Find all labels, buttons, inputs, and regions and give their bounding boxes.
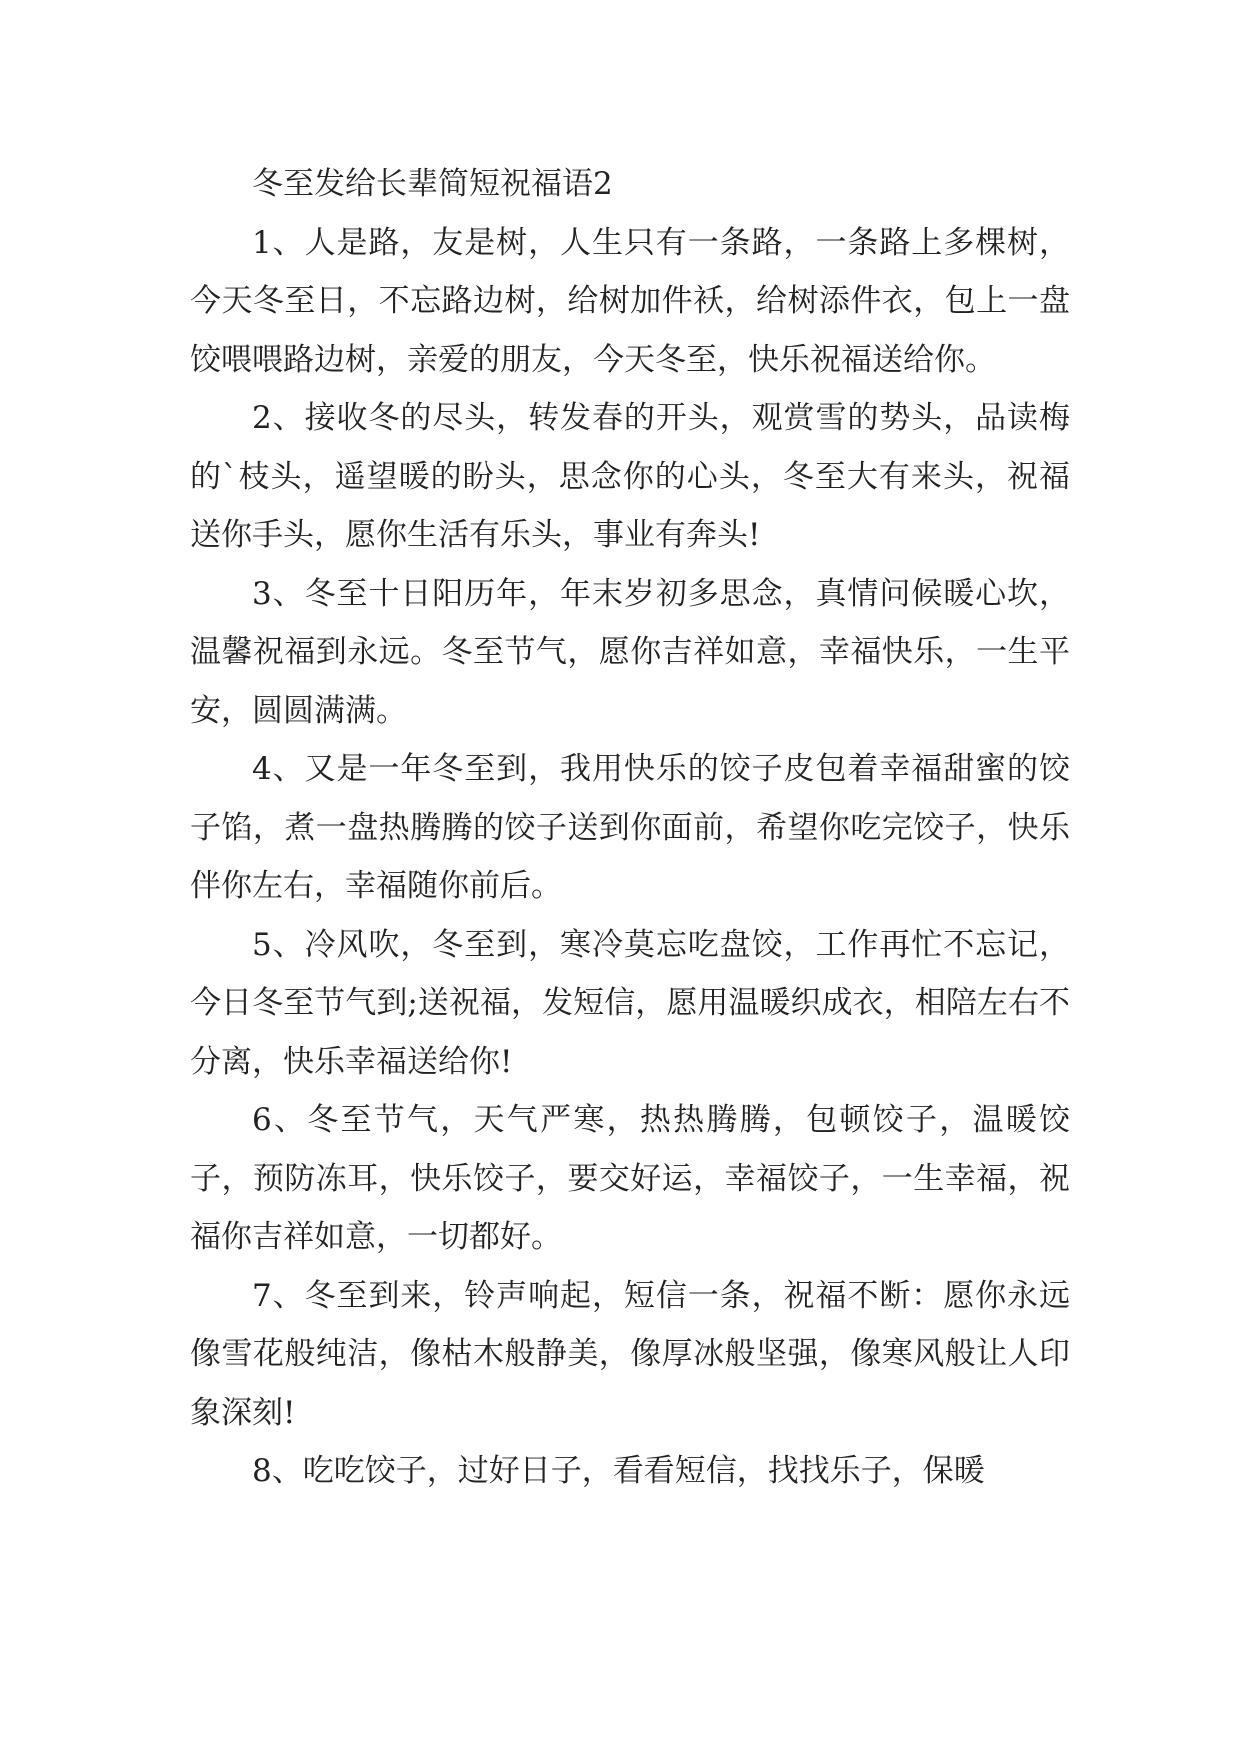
paragraph-5: 5、冷风吹，冬至到，寒冷莫忘吃盘饺，工作再忙不忘记，今日冬至节气到;送祝福，发短信，愿用温暖织成衣，相陪左右不分离，快乐幸福送给你!	[190, 926, 1070, 1080]
paragraph-1: 1、人是路，友是树，人生只有一条路，一条路上多棵树，今天冬至日，不忘路边树，给树加件袄，给树添件衣，包上一盘饺喂喂路边树，亲爱的朋友，今天冬至，快乐祝福送给你。	[190, 224, 1070, 378]
document-title: 冬至发给长辈简短祝福语2	[252, 166, 613, 202]
paragraph-7: 7、冬至到来，铃声响起，短信一条，祝福不断：愿你永远像雪花般纯洁，像枯木般静美，像厚冰般坚强，像寒风般让人印象深刻!	[190, 1277, 1070, 1431]
paragraph-3: 3、冬至十日阳历年，年末岁初多思念，真情问候暖心坎，温馨祝福到永远。冬至节气，愿你吉祥如意，幸福快乐，一生平安，圆圆满满。	[190, 575, 1070, 729]
paragraph-2: 2、接收冬的尽头，转发春的开头，观赏雪的势头，品读梅的`枝头，遥望暖的盼头，思念你的心头，冬至大有来头，祝福送你手头，愿你生活有乐头，事业有奔头!	[190, 400, 1070, 553]
paragraph-6: 6、冬至节气，天气严寒，热热腾腾，包顿饺子，温暖饺子，预防冻耳，快乐饺子，要交好运，幸福饺子，一生幸福，祝福你吉祥如意，一切都好。	[190, 1102, 1070, 1255]
document-body	[190, 155, 1070, 1501]
paragraph-4: 4、又是一年冬至到，我用快乐的饺子皮包着幸福甜蜜的饺子馅，煮一盘热腾腾的饺子送到你面前，希望你吃完饺子，快乐伴你左右，幸福随你前后。	[190, 751, 1070, 904]
paragraph-8: 8、吃吃饺子，过好日子，看看短信，找找乐子，保暖	[252, 1453, 985, 1489]
